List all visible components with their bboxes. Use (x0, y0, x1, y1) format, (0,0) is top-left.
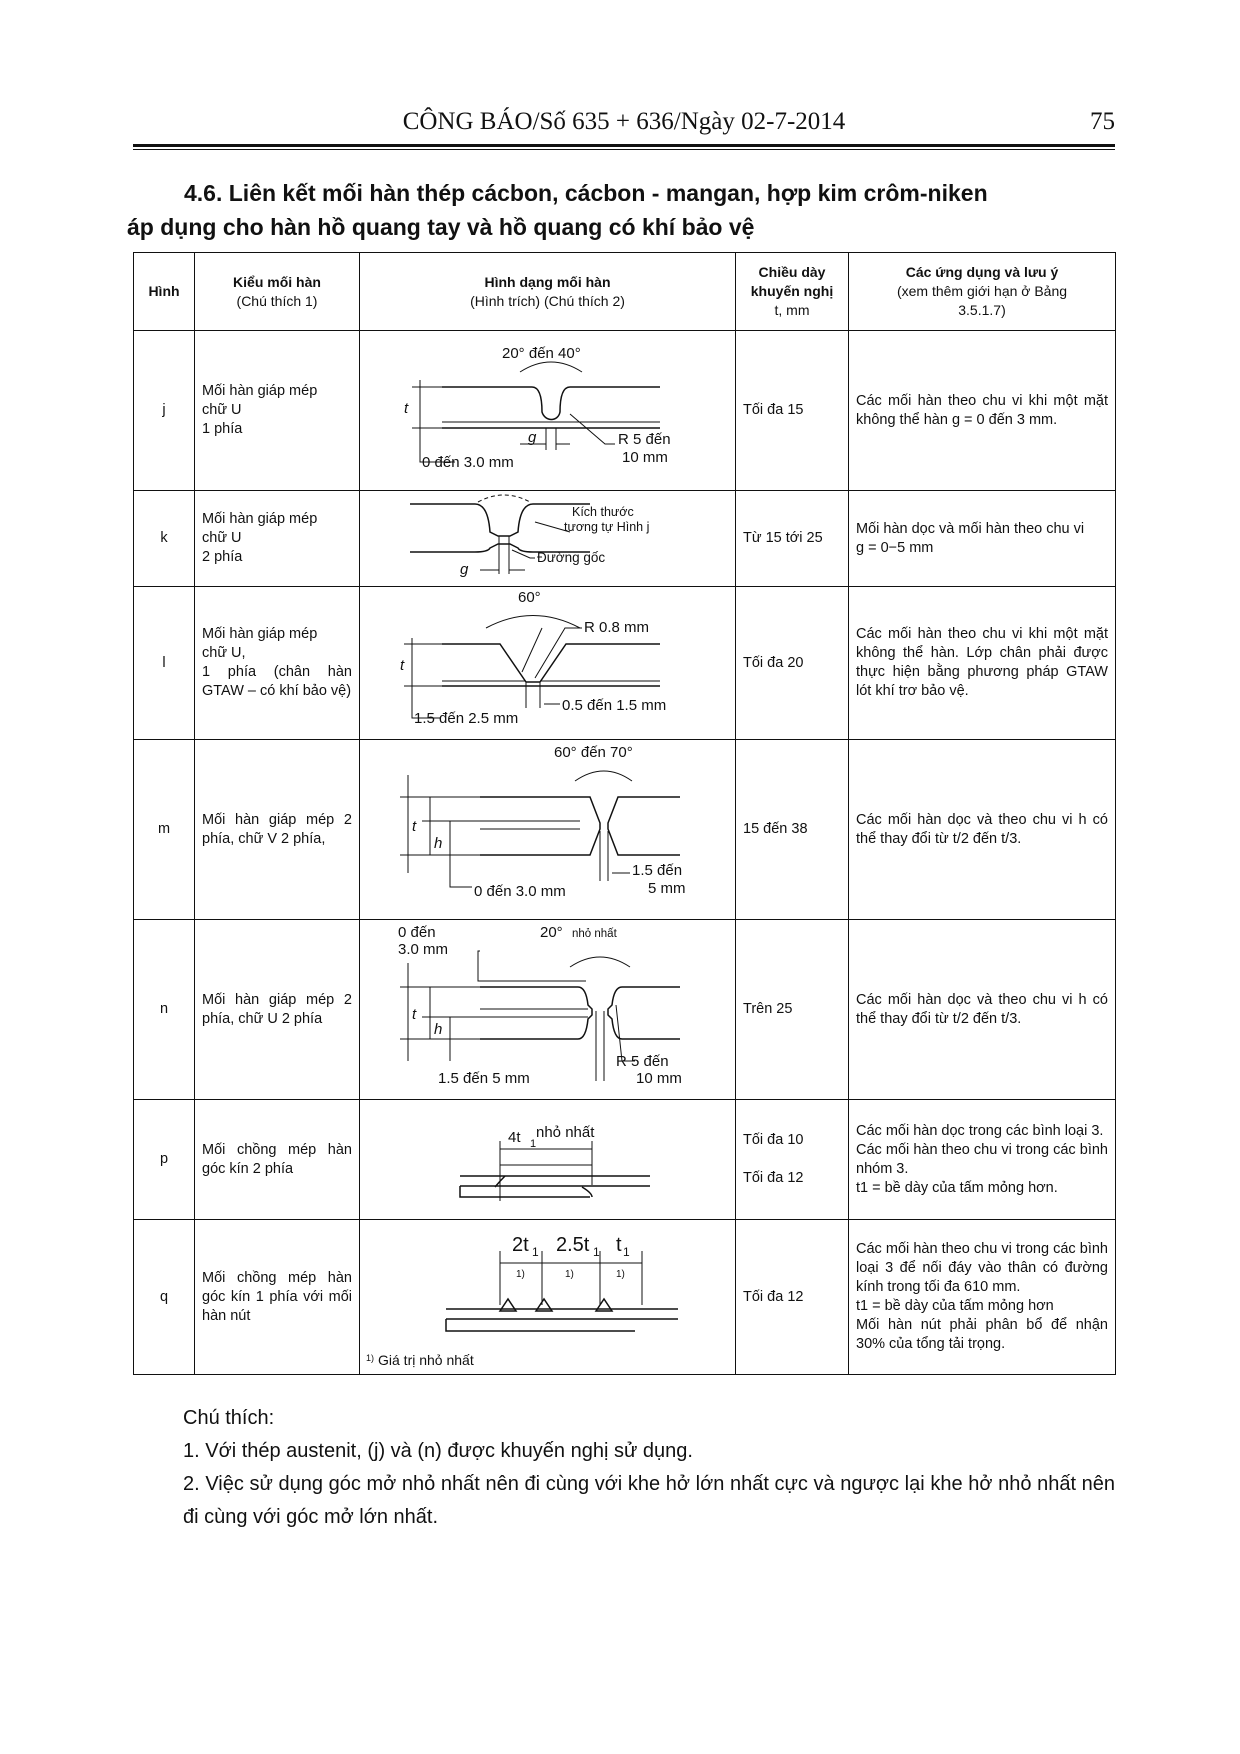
angle-note: nhỏ nhất (572, 927, 617, 940)
col-header-shape: Hình dạng mối hàn (Hình trích) (Chú thích 2) (360, 253, 736, 331)
angle-label: 20° (540, 923, 563, 941)
fig-label: q (134, 1220, 195, 1375)
radius-label-2: 10 mm (636, 1069, 682, 1087)
root-face-symbol: h (434, 834, 443, 852)
overlap-label: 4t (508, 1128, 521, 1146)
thickness-values: Tối đa 10 Tối đa 12 (736, 1100, 849, 1220)
page-header (133, 108, 1115, 144)
spacing-label-1: 2t (512, 1233, 529, 1256)
thickness-value: 15 đến 38 (736, 740, 849, 920)
fig-label: p (134, 1100, 195, 1220)
fig-label: k (134, 491, 195, 587)
root-label: Đường gốc (537, 549, 606, 565)
weld-diagram-q (360, 1220, 736, 1375)
table-row (134, 331, 1116, 491)
section-title-line-1: 4.6. Liên kết mối hàn thép cácbon, cácbon - mangan, hợp kim crôm-niken (184, 180, 988, 206)
joint-type: Mối hàn giáp mép chữ U, 1 phía (chân hàn GTAW – có khí bảo vệ) (195, 587, 360, 740)
thickness-value: Tối đa 20 (736, 587, 849, 740)
thickness-symbol: t (412, 1005, 417, 1023)
thickness-value: Từ 15 tới 25 (736, 491, 849, 587)
thickness-value: Tối đa 15 (736, 331, 849, 491)
radius-label: R 0.8 mm (584, 618, 650, 636)
spacing-sub-1: 1 (532, 1244, 539, 1259)
radius-label-1: R 5 đến (618, 430, 671, 448)
overlap-subscript: 1 (530, 1137, 537, 1150)
radius-label-2: 10 mm (622, 448, 668, 466)
dim-note-2: tương tự Hình j (564, 519, 650, 534)
land-label: 0.5 đến 1.5 mm (562, 696, 667, 714)
weld-diagram-j (360, 331, 736, 491)
spacing-sub-3: 1 (623, 1244, 630, 1259)
application-notes: Các mối hàn dọc và theo chu vi h có thể thay đổi từ t/2 đến t/3. (849, 920, 1116, 1100)
section-title (127, 176, 1117, 244)
spacing-label-2: 2.5t (556, 1233, 590, 1256)
col-header-type: Kiểu mối hàn (Chú thích 1) (195, 253, 360, 331)
col-header-thickness: Chiều dày khuyến nghị t, mm (736, 253, 849, 331)
dim-note-1: Kích thước (572, 504, 634, 519)
joint-type: Mối hàn giáp mép chữ U 2 phía (195, 491, 360, 587)
table-header-row (134, 253, 1116, 331)
note-item: 2. Việc sử dụng góc mở nhỏ nhất nên đi cùng với khe hở lớn nhất cực và ngược lại khe hở nhỏ nhất nên đi cùng với góc mở lớn nhất. (183, 1473, 1115, 1528)
col-header-notes: Các ứng dụng và lưu ý (xem thêm giới hạn ở Bảng 3.5.1.7) (849, 253, 1116, 331)
weld-diagram-k (360, 491, 736, 587)
footnote-text: Giá trị nhỏ nhất (378, 1351, 474, 1368)
overlap-note: nhỏ nhất (536, 1123, 595, 1141)
table-row (134, 1100, 1116, 1220)
fig-label: j (134, 331, 195, 491)
fig-label: l (134, 587, 195, 740)
joint-type: Mối chồng mép hàn góc kín 2 phía (195, 1100, 360, 1220)
table-row (134, 491, 1116, 587)
header-rule-thin (133, 149, 1115, 150)
application-notes: Các mối hàn theo chu vi khi một mặt không thể hàn g = 0 đến 3 mm. (849, 331, 1116, 491)
radius-label-1: R 5 đến (616, 1052, 669, 1070)
notes-section (133, 1402, 1115, 1534)
application-notes: Các mối hàn theo chu vi khi một mặt không thể hàn. Lớp chân phải được thực hiện bằng phương pháp GTAW lót khí trơ bảo vệ. (849, 587, 1116, 740)
thickness-symbol: t (400, 656, 405, 674)
gap-range-label: 1.5 đến 2.5 mm (414, 709, 519, 727)
angle-label: 20° đến 40° (502, 344, 581, 362)
land-label: 1.5 đến 5 mm (438, 1069, 530, 1087)
gap-label-1: 0 đến (398, 923, 436, 941)
table-row (134, 587, 1116, 740)
joint-type: Mối hàn giáp mép chữ U 1 phía (195, 331, 360, 491)
footnote-ref: 1) (565, 1268, 574, 1280)
application-notes: Các mối hàn theo chu vi trong các bình loại 3 để nối đáy vào thân có đường kính trong tối đa 610 mm. t1 = bề dày của tấm mỏng hơn Mối hàn nút phải phân bổ để nhận 30% của tổng tải trọng. (849, 1220, 1116, 1375)
gazette-title: CÔNG BÁO/Số 635 + 636/Ngày 02-7-2014 (402, 108, 846, 135)
joint-type: Mối chồng mép hàn góc kín 1 phía với mối hàn nút (195, 1220, 360, 1375)
application-notes: Các mối hàn dọc và theo chu vi h có thể thay đổi từ t/2 đến t/3. (849, 740, 1116, 920)
fig-label: n (134, 920, 195, 1100)
footnote-ref: 1) (516, 1268, 525, 1280)
gap-symbol: g (528, 428, 537, 446)
table-row (134, 740, 1116, 920)
weld-diagram-p (360, 1100, 736, 1220)
weld-joint-table (133, 252, 1116, 1375)
thickness-symbol: t (412, 817, 417, 835)
fig-label: m (134, 740, 195, 920)
spacing-sub-2: 1 (593, 1244, 600, 1259)
section-title-line-2: áp dụng cho hàn hồ quang tay và hồ quang có khí bảo vệ (127, 214, 755, 240)
joint-type: Mối hàn giáp mép 2 phía, chữ V 2 phía, (195, 740, 360, 920)
weld-diagram-m (360, 740, 736, 920)
root-face-symbol: h (434, 1020, 443, 1038)
note-item: 1. Với thép austenit, (j) và (n) được khuyến nghị sử dụng. (183, 1440, 693, 1462)
angle-label: 60° (518, 588, 541, 606)
application-notes: Mối hàn dọc và mối hàn theo chu vi g = 0−5 mm (849, 491, 1116, 587)
thickness-value: Trên 25 (736, 920, 849, 1100)
col-header-fig: Hình (134, 253, 195, 331)
spacing-label-3: t (616, 1233, 622, 1256)
thickness-symbol: t (404, 399, 409, 417)
page-number: 75 (1090, 108, 1115, 135)
table-row (134, 1220, 1116, 1375)
angle-label: 60° đến 70° (554, 743, 633, 761)
land-label-2: 5 mm (648, 879, 686, 897)
footnote-mark: 1) (366, 1352, 375, 1363)
joint-type: Mối hàn giáp mép 2 phía, chữ U 2 phía (195, 920, 360, 1100)
table-row (134, 920, 1116, 1100)
gap-label-2: 3.0 mm (398, 940, 449, 958)
notes-heading: Chú thích: (183, 1407, 275, 1429)
gap-symbol: g (460, 560, 469, 578)
footnote-ref: 1) (616, 1268, 625, 1280)
land-label-1: 1.5 đến (632, 861, 683, 879)
application-notes: Các mối hàn dọc trong các bình loại 3. Các mối hàn theo chu vi trong các bình nhóm 3. t1 = bề dày của tấm mỏng hơn. (849, 1100, 1116, 1220)
weld-diagram-l (360, 587, 736, 740)
thickness-value: Tối đa 12 (736, 1220, 849, 1375)
gap-range-label: 0 đến 3.0 mm (474, 882, 566, 900)
header-rule-thick (133, 144, 1115, 147)
weld-diagram-n (360, 920, 736, 1100)
gap-range-label: 0 đến 3.0 mm (422, 453, 514, 471)
